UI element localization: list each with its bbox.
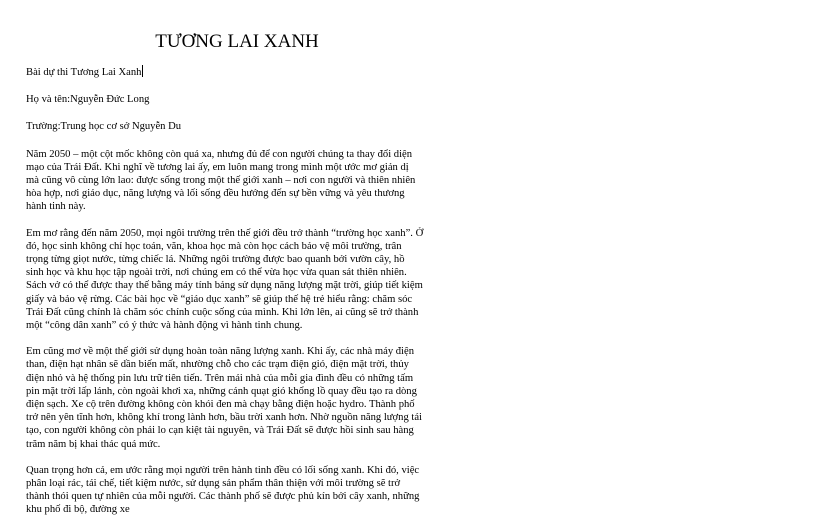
essay-paragraphs <box>26 148 451 517</box>
essay-paragraph <box>26 227 451 333</box>
paragraph-line: Em cũng mơ về một thế giới sử dụng hoàn toàn năng lượng xanh. Khi ấy, các nhà máy điện <box>26 346 415 358</box>
paragraph-line: trở nên yên tĩnh hơn, không khí trong lành hơn, bầu trời xanh hơn. Nhờ nguồn năng lượng tái <box>26 412 422 424</box>
paragraph-line: Năm 2050 – một cột mốc không còn quá xa, nhưng đủ để con người chúng ta thay đổi diện <box>26 148 413 160</box>
paragraph-line: phân loại rác, tái chế, tiết kiệm nước, sử dụng sản phẩm thân thiện với môi trường sẽ trở <box>26 478 401 490</box>
paragraph-line: pin mặt trời lấp lánh, còn ngoài khơi xa, những cánh quạt gió khổng lồ quay đều tạo ra dòng <box>26 385 417 397</box>
paragraph-line: hòa hợp, nơi giáo dục, năng lượng và lối sống đều hướng đến sự bền vững và yêu thương <box>26 188 405 200</box>
paragraph-line: mà cũng vô cùng lớn lao: được sống trong một thế giới xanh – nơi con người và thiên nhiên <box>26 175 416 187</box>
paragraph-line: Trái Đất cũng chính là chăm sóc chính cuộc sống của mình. Khi lớn lên, ai cũng sẽ trở thành <box>26 306 419 318</box>
text-caret <box>142 65 143 77</box>
paragraph-line: trăm năm bị khai thác quá mức. <box>26 438 161 450</box>
paragraph-line: trọng từng giọt nước, từng chiếc lá. Những ngôi trường được bao quanh bởi vườn cây, hồ <box>26 254 405 266</box>
paragraph-line: Sách vở có thể được thay thế bằng máy tính bảng sử dụng năng lượng mặt trời, giúp tiết kiệm <box>26 280 423 292</box>
entry-label: Bài dự thi Tương Lai Xanh <box>26 67 142 78</box>
document-title: TƯƠNG LAI XANH <box>155 31 319 52</box>
paragraph-line: điện nhỏ và hệ thống pin lưu trữ tiên tiến. Trên mái nhà của mỗi gia đình đều có những tấm <box>26 372 414 384</box>
entry-label-line[interactable] <box>26 65 451 79</box>
document-body[interactable] <box>26 65 451 530</box>
paragraph-line: một “công dân xanh” có ý thức và hành động vì hành tinh chung. <box>26 320 303 332</box>
paragraph-line: than, điện hạt nhân sẽ dần biến mất, nhường chỗ cho các trạm điện gió, điện mặt trời, thủy <box>26 359 409 371</box>
paragraph-line: Em mơ rằng đến năm 2050, mọi ngôi trường trên thế giới đều trở thành “trường học xanh”. Ở <box>26 227 424 239</box>
paragraph-line: thành thói quen tự nhiên của mỗi người. Các thành phố sẽ được phủ kín bởi cây xanh, những <box>26 491 420 503</box>
paragraph-line: giấy và bảo vệ rừng. Các bài học về “giáo dục xanh” sẽ giúp thế hệ trẻ hiểu rằng: chăm sóc <box>26 293 413 305</box>
paragraph-line: mạo của Trái Đất. Khi nghĩ về tương lai ấy, em luôn mang trong mình một ước mơ giản dị <box>26 161 409 173</box>
essay-paragraph <box>26 345 451 451</box>
paragraph-line: tạo, con người không còn phải lo cạn kiệt tài nguyên, và Trái Đất sẽ được hồi sinh sau hàng <box>26 425 414 437</box>
school-field: Trường:Trung học cơ sở Nguyễn Du <box>26 121 182 133</box>
paragraph-line: Quan trọng hơn cả, em ước rằng mọi người trên hành tinh đều có lối sống xanh. Khi đó, việc <box>26 464 420 476</box>
name-field: Họ và tên:Nguyễn Đức Long <box>26 94 150 106</box>
essay-paragraph <box>26 464 451 517</box>
paragraph-line: khu phố đi bộ, đường xe <box>26 504 130 516</box>
paragraph-line: hành tinh này. <box>26 201 86 213</box>
paragraph-line: điện sạch. Xe cộ trên đường không còn khói đen mà chạy bằng điện hoặc hydro. Thành phố <box>26 399 415 411</box>
paragraph-line: sinh học và khu học tập ngoài trời, nơi chúng em có thể vừa học vừa quan sát thiên nhiên. <box>26 267 407 279</box>
essay-paragraph <box>26 148 451 214</box>
paragraph-line: đó, học sinh không chỉ học toán, văn, khoa học mà còn học cách bảo vệ môi trường, trân <box>26 240 402 252</box>
